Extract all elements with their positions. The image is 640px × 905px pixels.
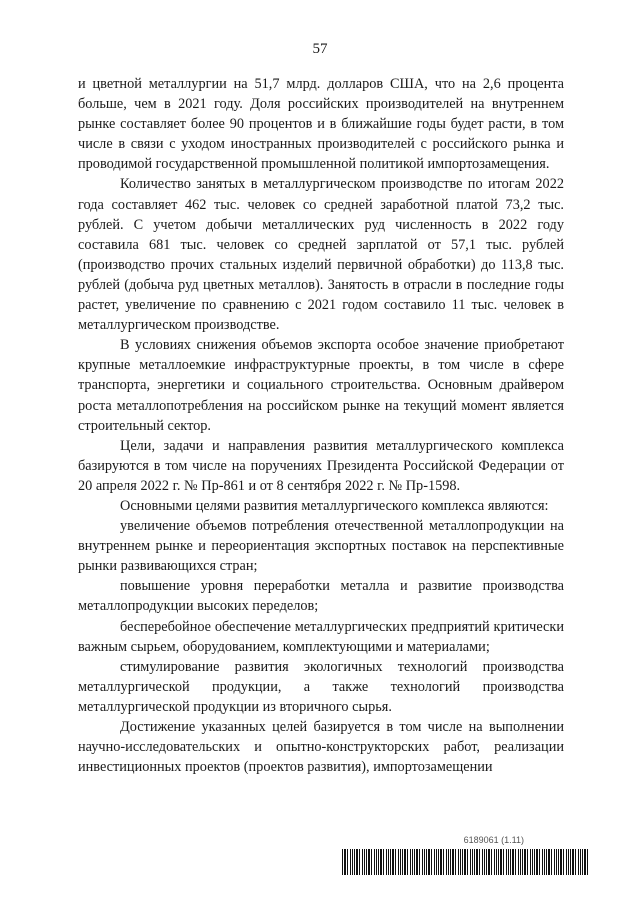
- page-number: 57: [312, 41, 328, 57]
- paragraph-employment: Количество занятых в металлургическом производстве по итогам 2022 года составляет 462 тыс. человек со средней заработной платой 73,2 тыс. рублей. С учетом добычи металлических руд численность в 2022 году составила 681 тыс. человек со средней зарплатой от 57,1 тыс. рублей (производство прочих стальных изделий первичной обработки) до 113,8 тыс. рублей (добыча руд цветных металлов). Занятость в отрасли в последние годы растет, увеличение по сравнению с 2021 годом составило 11 тыс. человек в металлургическом производстве.: [78, 176, 564, 334]
- paragraph-continuation: и цветной металлургии на 51,7 млрд. долларов США, что на 2,6 процента больше, чем в 2021 году. Доля российских производителей на внутреннем рынке составляет более 90 процентов и в ближайшие годы будет расти, в том числе в связи с уходом иностранных производителей с российского рынка и проводимой государственной промышленной политикой импортозамещения.: [78, 76, 564, 173]
- paragraph-directives: Цели, задачи и направления развития металлургического комплекса базируются в том числе на поручениях Президента Российской Федерации от 20 апреля 2022 г. № Пр-861 и от 8 сентября 2022 г. № Пр-1598.: [78, 437, 564, 494]
- goal-item-processing: повышение уровня переработки металла и развитие производства металлопродукции высоких переделов;: [78, 578, 564, 615]
- barcode: [342, 835, 590, 879]
- paragraph-goals-intro: Основными целями развития металлургического комплекса являются:: [120, 497, 549, 514]
- goal-item-consumption: увеличение объемов потребления отечественной металлопродукции на внутреннем рынке и переориентация экспортных поставок на перспективные рынки развивающихся стран;: [78, 518, 564, 575]
- paragraph-export: В условиях снижения объемов экспорта особое значение приобретают крупные металлоемкие инфраструктурные проекты, в том числе в сфере транспорта, энергетики и социального строительства. Основным драйвером роста металлопотребления на российском рынке на текущий момент является строительный сектор.: [78, 337, 564, 434]
- goal-item-ecology: стимулирование развития экологичных технологий производства металлургической продукции, а также технологий производства металлургической продукции из вторичного сырья.: [78, 658, 564, 715]
- barcode-code: 6189061 (1.11): [463, 835, 524, 845]
- document-body: [78, 74, 564, 777]
- paragraph-achievement: Достижение указанных целей базируется в том числе на выполнении научно-исследовательских и опытно-конструкторских работ, реализации инвестиционных проектов (проектов развития), импортозамещении: [78, 719, 564, 776]
- goal-item-supply: бесперебойное обеспечение металлургических предприятий критически важным сырьем, оборудованием, комплектующими и материалами;: [78, 618, 564, 655]
- barcode-bars: [342, 849, 590, 875]
